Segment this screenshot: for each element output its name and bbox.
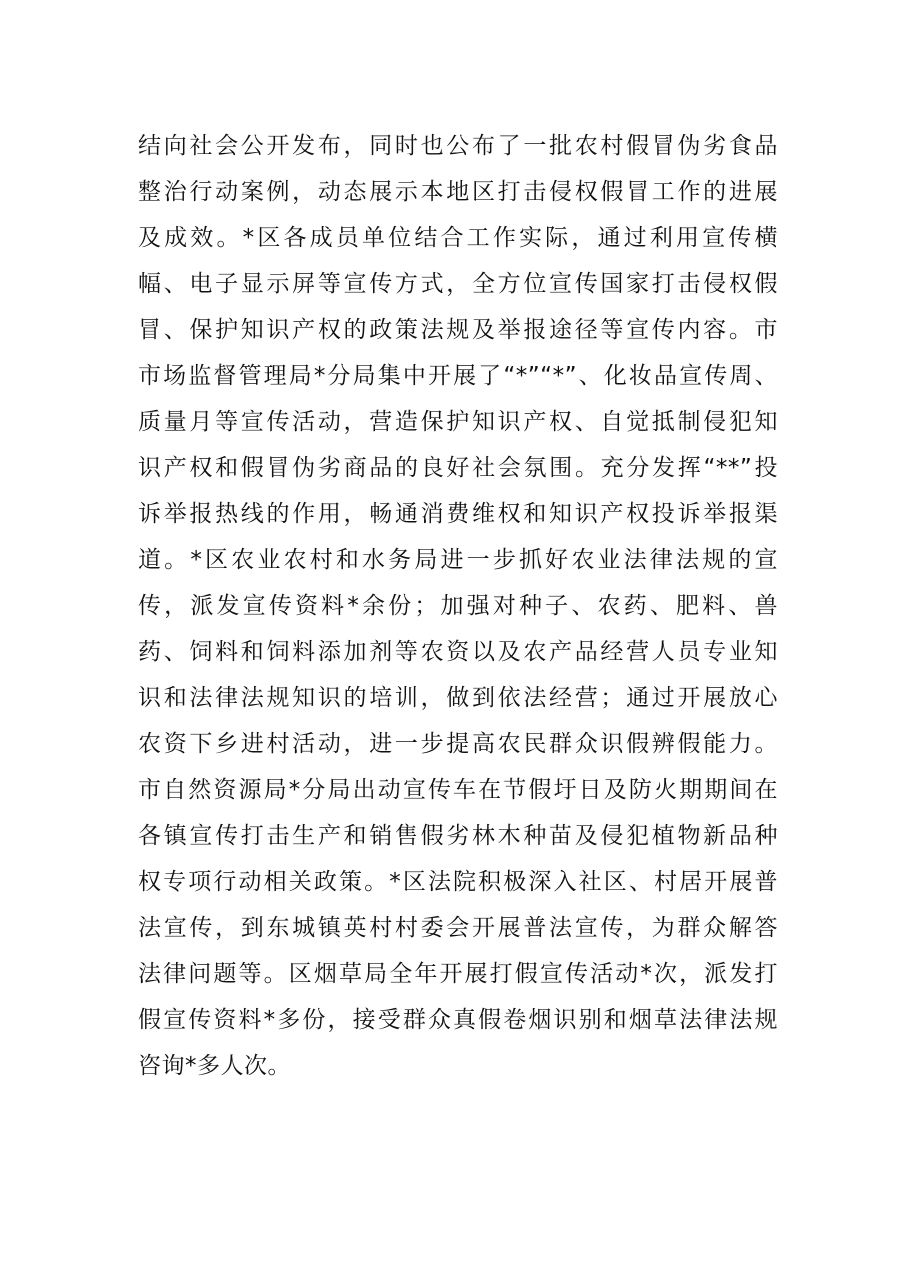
text-line-10: 道。*区农业农村和水务局进一步抓好农业法律法规的宣 — [138, 547, 778, 573]
text-line-11: 传，派发宣传资料*余份；加强对种子、农药、肥料、兽 — [138, 593, 778, 619]
text-line-19: 法律问题等。区烟草局全年开展打假宣传活动*次，派发打 — [138, 961, 778, 987]
text-line-6: 市场监督管理局*分局集中开展了“*”“*”、化妆品宣传周、 — [138, 363, 778, 389]
text-line-17: 权专项行动相关政策。*区法院积极深入社区、村居开展普 — [138, 869, 778, 895]
text-line-12: 药、饲料和饲料添加剂等农资以及农产品经营人员专业知 — [138, 639, 778, 665]
text-line-21: 咨询*多人次。 — [138, 1053, 291, 1079]
text-line-2: 整治行动案例，动态展示本地区打击侵权假冒工作的进展 — [138, 179, 778, 205]
text-line-7: 质量月等宣传活动，营造保护知识产权、自觉抵制侵犯知 — [138, 409, 778, 435]
text-line-5: 冒、保护知识产权的政策法规及举报途径等宣传内容。市 — [138, 317, 778, 343]
text-line-13: 识和法律法规知识的培训，做到依法经营；通过开展放心 — [138, 685, 778, 711]
document-body — [138, 123, 778, 1089]
text-line-8: 识产权和假冒伪劣商品的良好社会氛围。充分发挥“**”投 — [138, 455, 778, 481]
text-line-1: 结向社会公开发布，同时也公布了一批农村假冒伪劣食品 — [138, 133, 778, 159]
text-line-14: 农资下乡进村活动，进一步提高农民群众识假辨假能力。 — [138, 731, 778, 757]
text-line-4: 幅、电子显示屏等宣传方式，全方位宣传国家打击侵权假 — [138, 271, 778, 297]
text-line-15: 市自然资源局*分局出动宣传车在节假圩日及防火期期间在 — [138, 777, 778, 803]
text-line-3: 及成效。*区各成员单位结合工作实际，通过利用宣传横 — [138, 225, 778, 251]
text-line-9: 诉举报热线的作用，畅通消费维权和知识产权投诉举报渠 — [138, 501, 778, 527]
text-line-18: 法宣传，到东城镇英村村委会开展普法宣传，为群众解答 — [138, 915, 778, 941]
text-line-16: 各镇宣传打击生产和销售假劣林木种苗及侵犯植物新品种 — [138, 823, 778, 849]
text-line-20: 假宣传资料*多份，接受群众真假卷烟识别和烟草法律法规 — [138, 1007, 778, 1033]
